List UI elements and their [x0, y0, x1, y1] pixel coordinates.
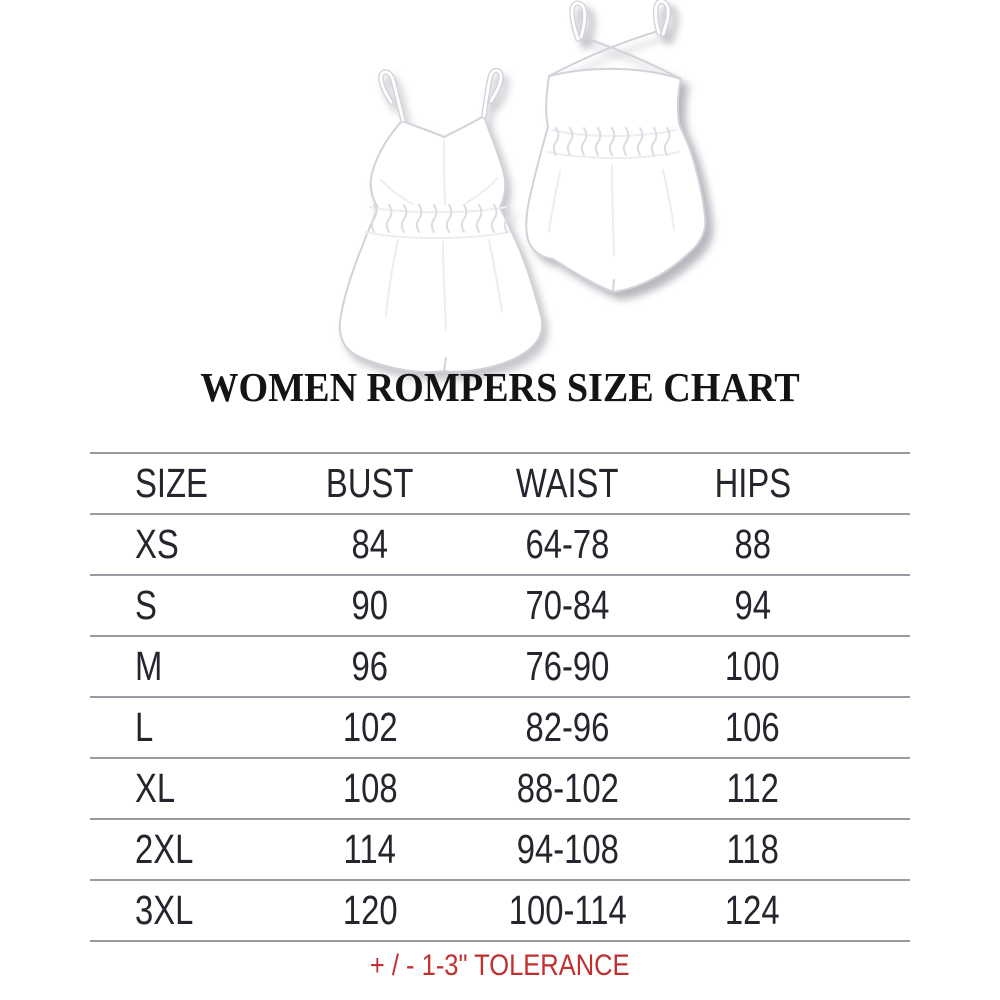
- table-row: [90, 881, 910, 942]
- page-title: WOMEN ROMPERS SIZE CHART: [200, 364, 800, 410]
- bust-cell: 120: [342, 887, 398, 933]
- hips-cell: 88: [734, 521, 771, 567]
- romper-front-body: [340, 116, 542, 372]
- bust-cell: 102: [342, 704, 398, 750]
- column-header-waist: WAIST: [516, 460, 619, 506]
- size-cell: L: [135, 704, 154, 750]
- romper-back-body: [526, 69, 705, 292]
- size-cell: S: [135, 582, 157, 628]
- hips-cell: 112: [726, 765, 779, 811]
- waist-cell: 82-96: [525, 704, 610, 750]
- romper-front-straps: [381, 70, 501, 120]
- table-row: [90, 759, 910, 820]
- bust-cell: 96: [351, 643, 389, 689]
- table-row: [90, 515, 910, 576]
- tolerance-note: + / - 1-3" TOLERANCE: [370, 949, 630, 982]
- size-cell: XS: [135, 521, 179, 567]
- bust-cell: 114: [343, 826, 397, 872]
- table-row: [90, 576, 910, 637]
- hips-cell: 100: [725, 643, 780, 689]
- column-header-size: SIZE: [135, 460, 208, 506]
- waist-cell: 70-84: [525, 582, 610, 628]
- table-row: [90, 820, 910, 881]
- table-row: [90, 637, 910, 698]
- size-cell: 3XL: [135, 887, 194, 933]
- hips-cell: 94: [734, 582, 771, 628]
- hips-cell: 106: [725, 704, 780, 750]
- romper-back-illustration: [526, 1, 705, 292]
- size-cell: 2XL: [135, 826, 194, 872]
- bust-cell: 84: [351, 521, 389, 567]
- table-header-row: [90, 454, 910, 515]
- column-header-bust: BUST: [326, 460, 414, 506]
- hips-cell: 118: [726, 826, 779, 872]
- romper-front-illustration: [340, 70, 542, 372]
- waist-cell: 76-90: [525, 643, 610, 689]
- hips-cell: 124: [725, 887, 780, 933]
- table-row: [90, 698, 910, 759]
- size-cell: M: [135, 643, 163, 689]
- waist-cell: 88-102: [516, 765, 619, 811]
- bust-cell: 90: [351, 582, 389, 628]
- waist-cell: 94-108: [516, 826, 619, 872]
- waist-cell: 100-114: [508, 887, 627, 933]
- bust-cell: 108: [342, 765, 398, 811]
- size-cell: XL: [135, 765, 176, 811]
- size-table: [90, 452, 910, 942]
- waist-cell: 64-78: [525, 521, 610, 567]
- column-header-hips: HIPS: [714, 460, 791, 506]
